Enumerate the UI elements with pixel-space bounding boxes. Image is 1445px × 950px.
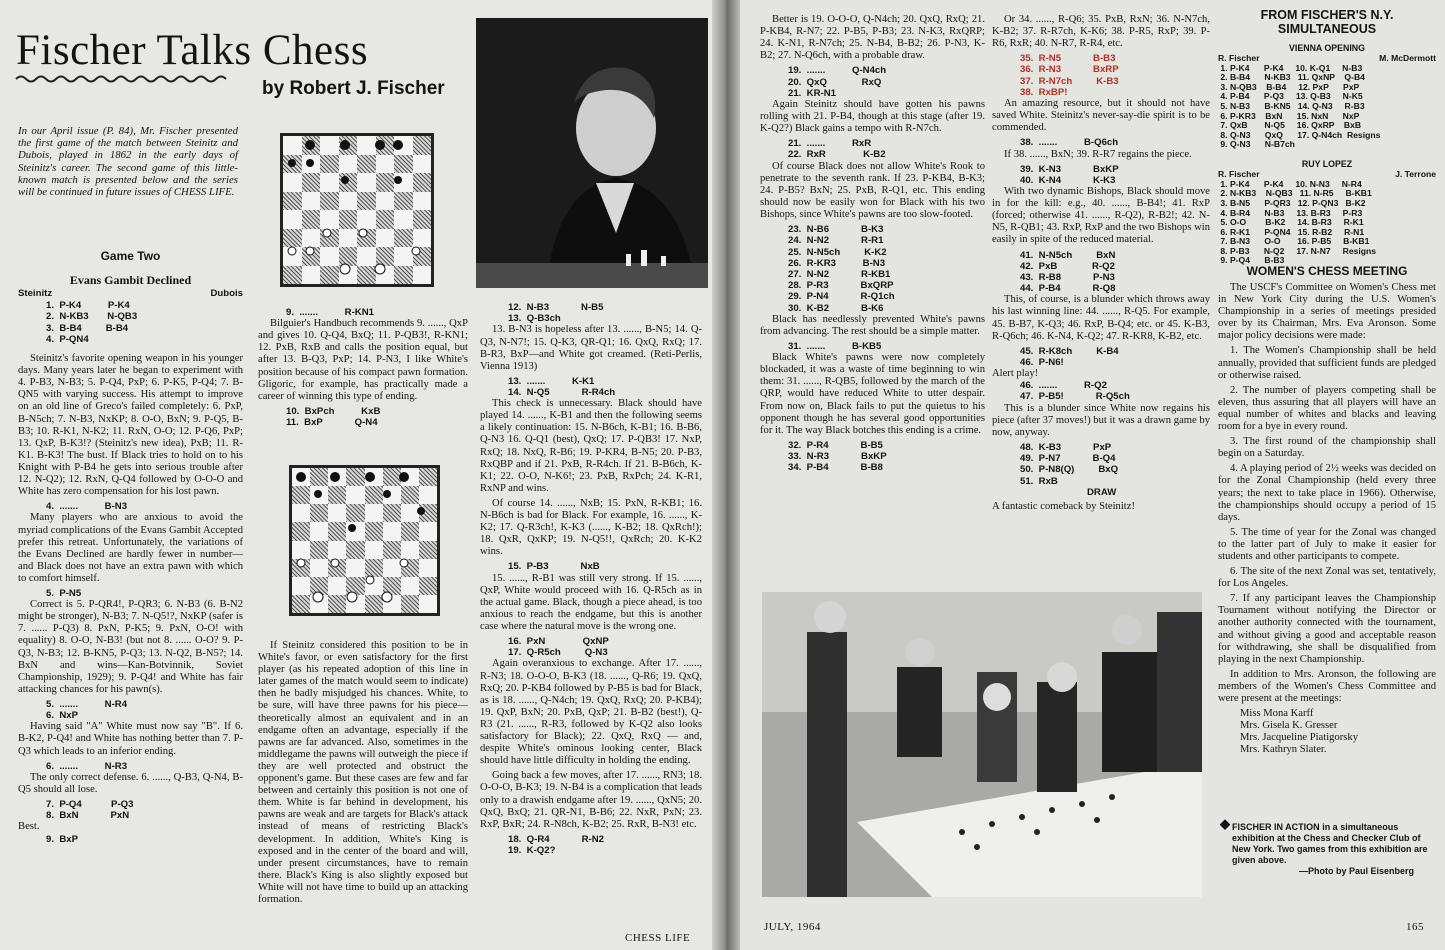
note-alert: Alert play! <box>992 368 1039 380</box>
move-line: 35. R-N5 B-B3 36. R-N3 BxRP 37. R-N7ch K-B3 38. RxBP! <box>1020 53 1119 98</box>
move-line: 13. ....... K-K1 14. N-Q5 R-R4ch <box>508 375 616 398</box>
title-underline-squiggle <box>16 74 231 84</box>
left-column-2-lower <box>258 640 468 940</box>
womens-item-3: 3. The first round of the championship shall begin on a Saturday. <box>1218 436 1436 460</box>
right-column-2 <box>992 14 1210 584</box>
book-gutter <box>712 0 740 950</box>
game1-moves: 1. P-K4 P-K4 10. K-Q1 N-B3 2. B-B4 N-KB3 11. QxNP Q-B4 3. N-QB3 B-B4 12. PxP PxP 4. P-B4 P-Q3 13. Q-B3 N-K5 5. N-B3 B-KN5 14. Q-N3 R-B3 6. P-KR3 BxN 15. NxN NxP 7. QxB N-Q5 16. QxRP BxB 8. Q-N3 QxQ 17. Q-N4ch Resigns 9. Q-N3 N-B7ch <box>1220 62 1381 150</box>
paragraph: The only correct defense. 6. ......, Q-B3, Q-N4, B-Q5 should all lose. <box>18 771 243 795</box>
move-line: 9. ....... R-KN1 <box>286 307 374 318</box>
member: Miss Mona Karff <box>1240 708 1314 720</box>
move-line: 45. R-K8ch K-B4 46. P-N6! <box>1020 345 1119 368</box>
simul-photo-illustration <box>762 592 1202 897</box>
womens-meeting-section <box>1218 264 1436 809</box>
womens-item-7: 7. If any participant leaves the Championship Tournament without notifying the Director or another authority connected with the tournament, and without giving a good and acceptable reason for withdrawing, she shall be disqualified from playing in the next Championship. <box>1218 593 1436 665</box>
move-line: 4. ....... B-N3 <box>46 501 128 513</box>
paragraph: If Steinitz considered this position to be in White's favor, or even satisfactory for the first player (as his repeated adoption of this line in later games of the match would seem to indicate) then he badly misjudged his chances. White, to be sure, will have three pawns for his piece—theoretically almost an equivalent and in an endgame often an advantage, especially if the pawns are far advanced. Also, sometimes in the middlegame the pawns will outweigh the piece if they are well protected and obstruct the opponent's game. But these cases are few and far between and certainly this position is not one of them. White is far behind in development, his pawns are weak and are targets for Black's attack instead of means of restricting Black's development. In addition, White's King is exposed and in the center of the board and will, under present circumstances, have to remain there. Black's King is also slightly exposed but White will not have time to build up an attacking formation. <box>258 640 468 905</box>
move-line: 18. Q-R4 R-N2 19. K-Q2? <box>508 833 604 856</box>
move-line: 15. P-B3 NxB <box>508 561 600 573</box>
womens-item-6: 6. The site of the next Zonal was set, tentatively, for Los Angeles. <box>1218 566 1436 590</box>
page-number: 165 <box>1406 921 1424 933</box>
note-best: Best. <box>18 821 40 833</box>
paragraph: With two dynamic Bishops, Black should move in for the kill: e.g., 40. ......, B-B4!; 41. RxP (forced; otherwise 41. ......, R-Q2), R-B2!; 42. N-N5, R-QB1; 43. RxP, RxP and the two Bishops win easily in spite of the reduced material. <box>992 186 1210 246</box>
paragraph: Correct is 5. P-QR4!, P-QR3; 6. N-B3 (6. B-N2 might be stronger), N-B3; 7. N-Q5!?, NxKP (safer is 7. ...... P-Q3) 8. PxN, P-K5; 9. PxN, O-O! with equality) 8. O-O, N-B3! (but not 8. ...... O-O? 9. P-Q3, N-B3; 12. B-KN5, P-Q3; 13. N-Q2, B-N5?; 14. BxN and wins—Kan-Botvinnik, Soviet Championship, 1929); 9. P-Q4! and White has fair attacking chances for his pawn(s). <box>18 599 243 695</box>
paragraph: In addition to Mrs. Aronson, the following are members of the Women's Chess Committee and were present at the meetings: <box>1218 668 1436 704</box>
move-line: 5. P-N5 <box>46 587 82 599</box>
diamond-icon: ◆ <box>1220 816 1230 831</box>
chess-diagram-1 <box>280 133 434 287</box>
paragraph: 15. ......, R-B1 was still very strong. If 15. ......, QxP, White would proceed with 16. Q-R5ch as in the actual game. Black, though a piece ahead, is too anxious to reach the endgame, but this is another case where the natural move is the wrong one. <box>480 572 702 632</box>
paragraph: If 38. ......, BxN; 39. R-R7 regains the piece. <box>1004 148 1192 160</box>
move-line: 46. ....... R-Q2 47. P-B5! R-Q5ch <box>1020 380 1130 403</box>
paragraph: Black White's pawns were now completely blockaded, it was a waste of time beginning to win them: 31. ......, R-QB5, followed by the march of the QRP, would have reduced White to utter despair. From now on, Black fails to put the quietus to his opponent though he has several good opportunities for it. The way Black botches this ending is a crime. <box>760 352 985 436</box>
game-title: Game Two <box>100 249 161 263</box>
member-list <box>1218 708 1436 756</box>
simul-games-section <box>1218 8 1436 266</box>
photo-credit: —Photo by Paul Eisenberg <box>1298 866 1414 876</box>
diagram-pieces <box>283 136 425 278</box>
running-title: CHESS LIFE <box>625 932 691 944</box>
paragraph: Going back a few moves, after 17. ......, RN3; 18. O-O-O, B-K3; 19. N-B4 is a complication that leads only to a drawish endgame after 19. ......, QxN5; 20. QxQ, BxQ; 21. QR-N1, B-B6; 22. NxR, PxN; 23. RxP, BxR; 24. R-N8ch, K-B2; 25. RxR, B-N3! etc. <box>480 770 702 830</box>
game1-black: M. McDermott <box>1379 53 1436 64</box>
womens-meeting-title: WOMEN'S CHESS MEETING <box>1246 264 1408 278</box>
footer-date: JULY, 1964 <box>764 921 821 933</box>
paragraph: Or 34. ......, R-Q6; 35. PxB, RxN; 36. N-N7ch, K-B2; 37. R-R7ch, K-K6; 38. P-R5, RxP; 39. P-R6, RxR; 40. N-R7, R-R4, etc. <box>992 14 1210 50</box>
paragraph: This, of course, is a blunder which throws away his last winning line: 44. ......, R-Q5. For example, 45. B-B7, K-Q3; 46. RxP, B-Q4; etc. or 45. K-B3, R-Q6ch; 46. K-N4, K-Q2; 47. R-KR8, K-B2, etc. <box>992 294 1210 342</box>
article-byline: by Robert J. Fischer <box>262 78 445 99</box>
paragraph: Many players who are anxious to avoid the myriad complications of the Evans Gambit Accepted prefer this retreat. Unfortunately, the variations of the Evans Declined are hardly fewer in number—and Black does not have an extra pawn with which to comfort himself. <box>18 512 243 584</box>
game2-white: R. Fischer <box>1218 169 1260 180</box>
move-line: 21. ....... RxR 22. RxR K-B2 <box>788 138 886 161</box>
move-line: 5. ....... N-R4 6. NxP <box>46 698 128 722</box>
member: Mrs. Kathryn Slater. <box>1240 744 1327 756</box>
article-title: Fischer Talks Chess <box>16 27 369 74</box>
move-line: 12. N-B3 N-B5 13. Q-B3ch <box>508 302 604 325</box>
opening-name: Evans Gambit Declined <box>69 273 192 288</box>
paragraph: This check is unnecessary. Black should have played 14. ......, K-B1 and then the following seems a likely continuation: 15. N-B6ch, K-B1; 16. B-B6, Q-N3 16. Q-Q1 (best), QxQ; 17. P-QB3! 17. NxP, RxQ; 18. NxQ, R-B6; 19. P-KR4, B-N5; 20. P-B3, RxQBP and if 21. PxB, R-R4ch. If 21. B-B6ch, K-K1; 22. O-O, N-K6!; 23. PxB, RxPch; 24. K-R1, RxNP and wins. <box>480 398 702 494</box>
diagram-pieces <box>292 468 431 607</box>
womens-item-5: 5. The time of year for the Zonal was changed to the latter part of July to make it easier for students and other participants to compete. <box>1218 526 1436 562</box>
caption-text: in a simultaneous exhibition at the Chess and Checker Club of New York. Two games from this exhibition are given above. <box>1232 822 1428 865</box>
paragraph: The USCF's Committee on Women's Chess met in New York City during the U.S. Women's Championship in a series of meetings presided over by its Chairman, Mrs. Eva Aronson. Some major policy decisions were made: <box>1218 282 1436 342</box>
paragraph: This is a blunder since White now regains his piece (after 37 moves!) but it was a drawn game by now, anyway. <box>992 402 1210 438</box>
game2-moves: 1. P-K4 P-K4 10. N-N3 N-R4 2. N-KB3 N-QB3 11. N-R5 B-KB1 3. B-N5 P-QR3 12. P-QN3 B-K2 4. B-R4 N-B3 13. B-R3 P-R3 5. O-O B-K2 14. B-R3 R-K1 6. R-K1 P-QN4 15. R-B2 R-N1 7. B-N3 O-O 16. P-B5 B-KB1 8. P-B3 N-Q2 17. N-N7 Resigns 9. P-Q4 B-B3 <box>1220 178 1377 266</box>
member: Mrs. Gisela K. Gresser <box>1240 720 1338 732</box>
member: Mrs. Jacqueline Piatigorsky <box>1240 732 1358 744</box>
simul-title: FROM FISCHER'S N.Y. SIMULTANEOUS <box>1260 8 1394 36</box>
paragraph: Again overanxious to exchange. After 17. ......, R-N3; 18. O-O-O, B-K3 (18. ......, Q-R6; 19. QxQ, RxQ; 20. P-KB4 followed by P-B5 is bad for Black, as is 18. ......, Q-N4ch; 19. QxQ, RxQ; 20. P-KB4); 19. QxP, BxN; 20. PxB, QxP; 21. B-B2 (best!), Q-R3 (21. ......, R-R3, followed by K-Q2 also looks satisfactory for Black); 22. QxQ, RxQ — and, despite White's ominous looking center, Black should have little difficulty in holding the ending. <box>480 658 702 767</box>
left-column-1 <box>18 250 243 940</box>
right-page <box>740 0 1445 950</box>
womens-item-4: 4. A playing period of 2½ weeks was decided on for the Zonal Championship (held every three years; the next to take place in 1966). Otherwise, the championships should occupy a period of 15 days. <box>1218 463 1436 523</box>
paragraph: 13. B-N3 is hopeless after 13. ......, B-N5; 14. Q-Q3, N-N7!; 15. Q-K3, QR-Q1; 16. QxQ, RxQ; 17. B-R3, BxP—and White got creamed. (Reti-Perlis, Vienna 1913) <box>480 324 702 372</box>
paragraph: Bilguier's Handbuch recommends 9. ......, QxP and gives 10. Q-Q4, BxQ; 11. P-QB3!, R-KN1; 12. PxB, RxB and calls the position equal, but after 13. B-Q3, PxP; 14. P-N3, I like White's position because of his compact pawn formation. Gligoric, for example, has practically made a career of winning this type of ending. <box>258 318 468 402</box>
paragraph: Better is 19. O-O-O, Q-N4ch; 20. QxQ, RxQ; 21. P-KB4, R-N7; 22. P-B5, P-B3; 23. N-K3, RxQRP; 24. K-N1, R-N7ch; 25. N-B4, B-B2; 26. P-N3, K-B2; 27. N-Q6ch, with a probable draw. <box>760 14 985 62</box>
move-line: 23. N-B6 B-K3 24. N-N2 R-R1 25. N-N5ch K-K2 26. R-KR3 B-N3 27. N-N2 R-KB1 28. P-R3 BxQRP 29. P-N4 R-Q1ch 30. K-B2 B-K6 <box>788 224 895 314</box>
move-line: 38. ....... B-Q6ch <box>1020 137 1119 149</box>
game2-opening: RUY LOPEZ <box>1301 159 1353 170</box>
paragraph: Of course 14. ......, NxB; 15. PxN, R-KB1; 16. N-B6ch is bad for Black. For example, 16. ......, K-K2; 17. Q-R3ch!, K-K3 (......, K-B2; 18. QxRch!); 18. QxR, QxKP; 19. N-Q5!!, QxRch; 20. K-K2 wins. <box>480 497 702 558</box>
black-player: Dubois <box>210 288 243 300</box>
womens-item-2: 2. The number of players competing shall be eleven, thus assuring that all players will have an equal number of whites and blacks and leaving room for a bye in every round. <box>1218 384 1436 433</box>
paragraph: Again Steinitz should have gotten his pawns rolling with 21. P-B4, though at this stage (after 19. K-Q2?) Black gains a tempo with R-N7ch. <box>760 98 985 135</box>
intro-paragraph: In our April issue (P. 84), Mr. Fischer presented the first game of the match between Steinitz and Dubois, played in 1862 in the early days of Steinitz's career. The second game of this little-known match is presented below and the series will be continued in future issues of CHESS LIFE. <box>18 125 238 199</box>
caption-lead: FISCHER IN ACTION <box>1232 822 1320 832</box>
move-line: 19. ....... Q-N4ch 20. QxQ RxQ 21. KR-N1 <box>788 65 887 99</box>
move-line: 41. N-N5ch BxN 42. PxB R-Q2 43. R-B8 P-N3 44. P-B4 R-Q8 <box>1020 249 1116 295</box>
move-line: 48. K-B3 PxP 49. P-N7 B-Q4 50. P-N8(Q) BxQ 51. RxB <box>1020 441 1119 487</box>
move-line: 7. P-Q4 P-Q3 8. BxN PxN <box>46 799 134 822</box>
move-line: 32. P-R4 B-B5 33. N-R3 BxKP 34. P-B4 B-B8 <box>788 439 887 474</box>
white-player: Steinitz <box>18 288 53 300</box>
left-column-3 <box>480 302 702 927</box>
move-line: 31. ....... B-KB5 <box>788 340 882 352</box>
opening-moves: 1. P-K4 P-K4 2. N-KB3 N-QB3 3. B-B4 B-B4 4. P-QN4 <box>46 300 138 345</box>
chess-diagram-2 <box>289 465 440 616</box>
move-line: 9. BxP <box>46 833 78 845</box>
right-column-1 <box>760 14 985 584</box>
left-page <box>0 0 712 950</box>
closing-remark: A fantastic comeback by Steinitz! <box>992 500 1135 512</box>
portrait-illustration <box>476 18 708 288</box>
paragraph: Steinitz's favorite opening weapon in his younger days. Many years later he began to experiment with 4. P-B3, N-B3; 5. P-Q4, PxP; 6. P-K5, P-Q4; 7. B-QN5 with varying success. His attempt to improve on an old line of Greco's failed completely: 6. PxP, B-N5ch; 7. N-B3, NxKP; 8. O-O, BxN; 9. P-Q5, B-B3; 10. R-K1, N-K2; 11. RxN, O-O; 12. P-Q6, PxP; 13. QxP, B-K3!? (Steinitz's new idea), PxB; 11. R-K1. B-K3! The bust. If Black tries to hold on to his Knight with P-B4 he gets into serious trouble after 12. N-Q2); 12. RxN, Q-Q4 followed by O-O-O and White has zero compensation for his lost pawn. <box>18 353 243 498</box>
move-line: 39. K-N3 BxKP 40. K-N4 K-K3 <box>1020 163 1119 186</box>
fischer-portrait-photo <box>476 18 708 288</box>
photo-caption <box>1220 816 1432 877</box>
paragraph: An amazing resource, but it should not have saved White. Steinitz's never-say-die spirit is to be commended. <box>992 98 1210 134</box>
game1-opening: VIENNA OPENING <box>1289 43 1365 53</box>
paragraph: Having said "A" White must now say "B". If 6. B-K2, P-Q4! and White has nothing better than 7. P-Q3 which leads to an inferior ending. <box>18 721 243 757</box>
move-line: 10. BxPch KxB 11. BxP Q-N4 <box>286 405 381 429</box>
game2-black: J. Terrone <box>1395 169 1436 180</box>
move-line: 6. ....... N-R3 <box>46 760 128 772</box>
game-result: DRAW <box>1087 486 1117 498</box>
womens-item-1: 1. The Women's Championship shall be held annually, provided that sufficient funds are pledged or otherwise raised. <box>1218 345 1436 381</box>
move-line: 16. PxN QxNP 17. Q-R5ch Q-N3 <box>508 636 609 659</box>
paragraph: Of course Black does not allow White's Rook to penetrate to the seventh rank. If 23. P-KB4, B-K3; 24. P-B5? BxN; 25. PxB, R-Q1, etc. This ending should now be easily won for Black with his two Bishops, since White's pawns are too slow-footed. <box>760 160 985 221</box>
paragraph: Black has needlessly prevented White's pawns from advancing. The rest should be a simple matter. <box>760 313 985 337</box>
game1-white: R. Fischer <box>1218 53 1260 64</box>
simultaneous-exhibition-photo <box>762 592 1202 897</box>
